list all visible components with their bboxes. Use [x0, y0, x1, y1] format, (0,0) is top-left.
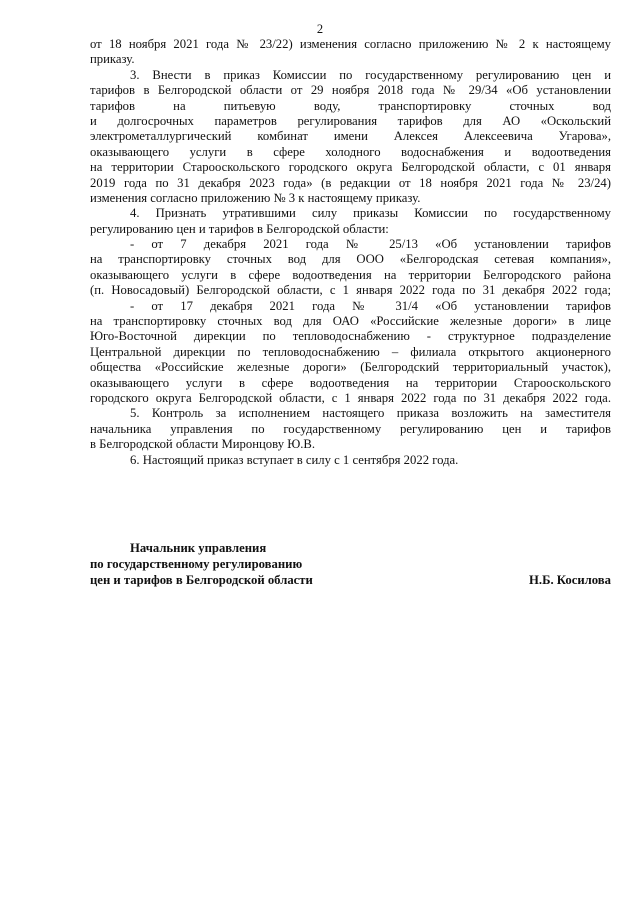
signature-title-line-3 — [90, 573, 611, 589]
text-line: электрометаллургический комбинат имени Алексея Алексеевича Угарова», — [90, 129, 611, 144]
text-line: тарифов на питьевую воду, транспортировку сточных вод — [90, 98, 611, 113]
text-line: регулированию цен и тарифов в Белгородской области: — [90, 221, 389, 236]
page-number: 2 — [316, 22, 324, 36]
text-line: Центральной дирекции по тепловодоснабжению – филиала открытого акционерного — [90, 344, 611, 359]
text-line: оказывающего услуги в сфере водоотведения на территории Старооскольского — [90, 375, 611, 390]
text-line: тарифов в Белгородской области от 29 ноября 2018 года № 29/34 «Об установлении — [90, 83, 611, 98]
text-line: - от 7 декабря 2021 года № 25/13 «Об установлении тарифов — [130, 237, 611, 252]
text-line: 6. Настоящий приказ вступает в силу с 1 сентября 2022 года. — [130, 452, 459, 467]
text-line: - от 17 декабря 2021 года № 31/4 «Об установлении тарифов — [130, 298, 611, 313]
text-line: на транспортировку сточных вод для ООО «Белгородская сетевая компания», — [90, 252, 611, 267]
signature-block — [90, 541, 611, 588]
text-line: общества «Российские железные дороги» (Белгородский территориальный участок), — [90, 360, 611, 375]
order-body-text — [90, 37, 611, 468]
text-line: 2019 года по 31 декабря 2023 года» (в редакции от 18 ноября 2021 года № 23/24) — [90, 175, 611, 190]
text-line: (п. Новосадовый) Белгородской области, с 1 января 2022 года по 31 декабря 2022 года; — [90, 283, 611, 298]
text-line: в Белгородской области Миронцову Ю.В. — [90, 437, 316, 452]
text-line: оказывающего услуги в сфере водоотведения на территории Белгородского района — [90, 267, 611, 282]
text-line: 4. Признать утратившими силу приказы Комиссии по государственному — [130, 206, 611, 221]
text-line: на транспортировку сточных вод для ОАО «Российские железные дороги» в лице — [90, 314, 611, 329]
signatory-name: Н.Б. Косилова — [529, 572, 611, 587]
text-line: приказу. — [90, 52, 135, 67]
signature-title-line-2: по государственному регулированию — [90, 556, 303, 571]
text-line: 5. Контроль за исполнением настоящего приказа возложить на заместителя — [130, 406, 611, 421]
text-line: Юго-Восточной дирекции по тепловодоснабжению - структурное подразделение — [90, 329, 611, 344]
text-line: 3. Внести в приказ Комиссии по государственному регулированию цен и — [130, 67, 611, 82]
text-line: начальника управления по государственному регулированию цен и тарифов — [90, 421, 611, 436]
text-line: от 18 ноября 2021 года № 23/22) изменения согласно приложению № 2 к настоящему — [90, 37, 611, 51]
text-line: и долгосрочных параметров регулирования тарифов для АО «Оскольский — [90, 113, 611, 128]
text-line: изменения согласно приложению № 3 к настоящему приказу. — [90, 190, 421, 205]
text-line: городского округа Белгородской области, с 1 января 2022 года по 31 декабря 2022 года. — [90, 390, 611, 405]
text-line: на территории Старооскольского городского округа Белгородской области, с 01 января — [90, 160, 611, 175]
signature-position: цен и тарифов в Белгородской области — [90, 572, 313, 587]
signature-title-line-1: Начальник управления — [130, 541, 267, 555]
text-line: оказывающего услуги в сфере холодного водоснабжения и водоотведения — [90, 144, 611, 159]
